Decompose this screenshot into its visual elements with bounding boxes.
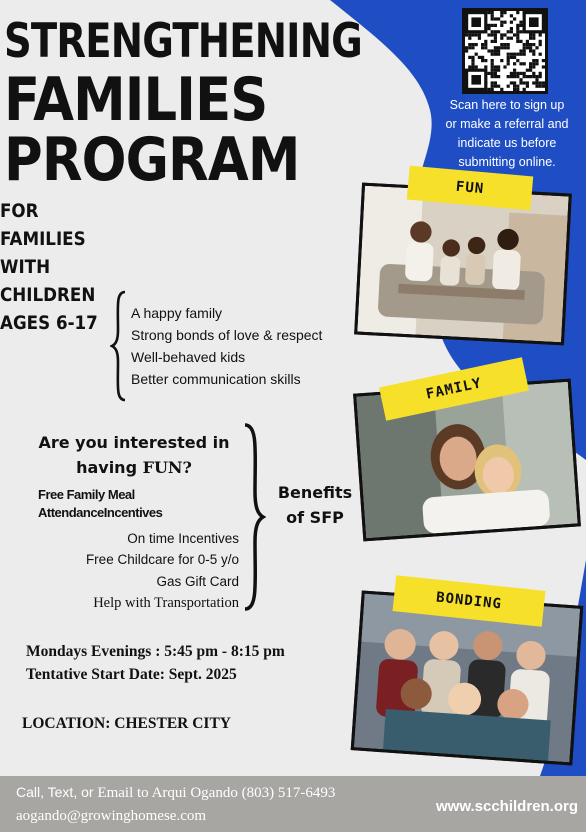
audience-line: AGES 6-17 [0,312,98,334]
fun-tag: FUN [407,166,533,211]
meal-line-2: AttendanceIncentives [38,505,163,520]
qr-line: Scan here to sign up [449,98,565,112]
bonding-tag: BONDING [393,575,546,626]
audience-line: FAMILIES [0,228,86,250]
meal-line-1: Free Family Meal [38,487,135,502]
contact-bold: Call, Text, or [16,784,98,800]
outcome-item: Well-behaved kids [131,349,246,365]
qr-line: submitting online. [458,155,556,169]
qr-code-icon [465,11,545,91]
incentive-item: On time Incentives [127,531,239,546]
audience-line: WITH [0,256,51,278]
right-brace-icon [242,422,266,612]
contact-line [16,784,335,802]
interest-prefix: having [76,458,143,477]
title-line-1: STRENGTHENING [4,14,362,69]
outcome-item: Strong bonds of love & respect [131,327,323,343]
interest-heading [24,430,244,480]
meeting-times: Mondays Evenings : 5:45 pm - 8:15 pm [26,643,285,660]
interest-line-1: Are you interested in [38,433,230,452]
incentive-item: Help with Transportation [93,595,239,611]
qr-line: indicate us before [457,136,557,150]
outcome-item: Better communication skills [131,371,301,387]
website-link[interactable]: www.scchildren.org [436,798,578,815]
title-line-3: PROGRAM [4,125,300,195]
incentive-item: Free Childcare for 0-5 y/o [85,552,239,567]
audience-line: CHILDREN [0,284,96,306]
title-line-2: FAMILIES [4,65,268,135]
outcome-item: A happy family [131,305,223,321]
footer-bar [0,776,586,832]
qr-instructions [432,96,582,172]
email-link[interactable]: aogando@growinghomese.com [16,808,207,824]
incentive-item: Gas Gift Card [156,574,239,589]
meal-incentive [38,486,162,522]
qr-line: or make a referral and [445,117,569,131]
location: LOCATION: CHESTER CITY [22,715,232,732]
benefits-line-2: of SFP [286,508,344,527]
contact-rest: Email to Arqui Ogando (803) 517-6493 [97,785,336,801]
fun-photo [354,183,572,346]
benefits-heading [270,480,360,530]
interest-fun: FUN? [142,458,192,477]
family-tag: FAMILY [379,357,529,421]
benefits-line-1: Benefits [277,483,353,502]
interest-line-2 [24,455,244,480]
start-date: Tentative Start Date: Sept. 2025 [26,666,237,683]
outcomes-list [131,302,322,390]
left-brace-icon [110,290,128,402]
family-sofa-image [357,186,568,342]
audience-line: FOR [0,200,39,222]
qr-code[interactable] [462,8,548,94]
